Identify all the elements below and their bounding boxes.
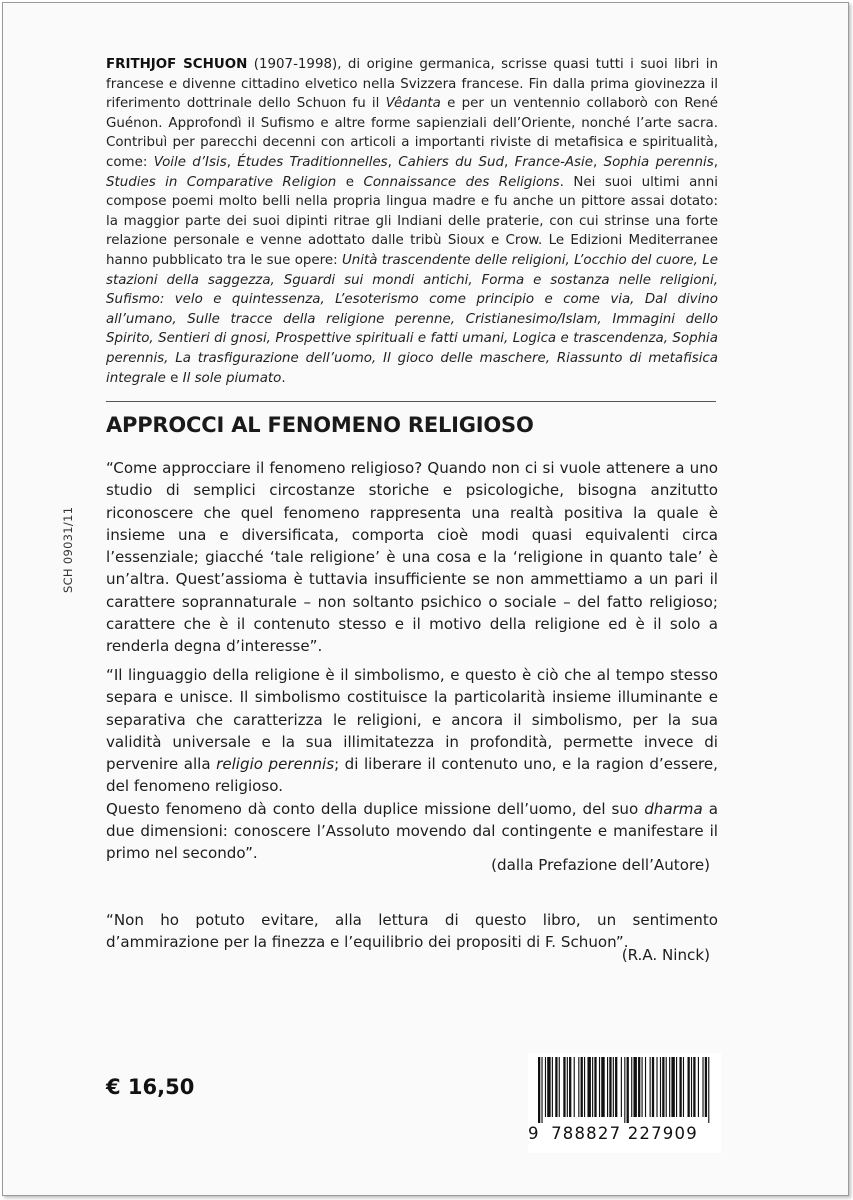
barcode-bar bbox=[578, 1057, 579, 1117]
barcode-bar bbox=[660, 1057, 661, 1117]
divider-rule bbox=[106, 401, 716, 402]
barcode-bar bbox=[645, 1057, 646, 1117]
barcode-bar bbox=[676, 1057, 677, 1117]
barcode-bar bbox=[708, 1057, 709, 1123]
barcode-bar bbox=[652, 1057, 654, 1117]
barcode-bar bbox=[650, 1057, 651, 1117]
barcode-bar bbox=[599, 1057, 600, 1117]
barcode-bar bbox=[705, 1057, 707, 1117]
barcode-bar bbox=[691, 1057, 692, 1117]
attribution-ninck: (R.A. Ninck) bbox=[621, 946, 710, 964]
barcode-bar bbox=[627, 1057, 629, 1123]
barcode-bar bbox=[662, 1057, 664, 1117]
barcode-bar bbox=[688, 1057, 690, 1117]
barcode-bars bbox=[536, 1057, 714, 1123]
barcode-bar bbox=[669, 1057, 670, 1117]
isbn-lead-digit: 9 bbox=[528, 1124, 539, 1143]
works-list: Unità trascendente delle religioni, L’occhio del cuore, Le stazioni della saggezza, Sguardi sui mondi antichi, Forma e sostanza nelle religioni, Sufismo: velo e quintessenza, L’esoterismo come principio e come via, Dal divino all’umano, Sulle tracce della religione perenne, Cristianesimo/Islam, Immagini dello Spirito, Sentieri di gnosi, Prospettive spirituali e fatti umani, Logica e trascendenza, Sophia perennis, La trasfigurazione dell’uomo, Il gioco delle maschere, Riassunto di metafisica integrale bbox=[106, 252, 718, 386]
barcode-bar bbox=[559, 1057, 560, 1117]
barcode-bar bbox=[547, 1057, 550, 1117]
barcode-bar bbox=[584, 1057, 585, 1117]
barcode-bar bbox=[538, 1057, 540, 1123]
barcode-bar bbox=[613, 1057, 614, 1117]
barcode-bar bbox=[615, 1057, 617, 1117]
barcode-bar bbox=[574, 1057, 575, 1117]
barcode-bar bbox=[656, 1057, 657, 1117]
barcode-bar bbox=[624, 1057, 625, 1123]
barcode-bar bbox=[671, 1057, 674, 1117]
barcode-bar bbox=[592, 1057, 593, 1117]
barcode-bar bbox=[621, 1057, 622, 1117]
barcode-bar bbox=[555, 1057, 557, 1117]
barcode-bar bbox=[581, 1057, 583, 1117]
barcode-bar bbox=[633, 1057, 636, 1117]
attribution-preface: (dalla Prefazione dell’Autore) bbox=[491, 856, 710, 874]
barcode-bar bbox=[601, 1057, 604, 1117]
isbn-digits: 788827 227909 bbox=[551, 1124, 698, 1143]
barcode-bar bbox=[594, 1057, 596, 1117]
barcode-bar bbox=[698, 1057, 699, 1117]
book-back-cover bbox=[2, 2, 849, 1196]
barcode-bar bbox=[563, 1057, 565, 1117]
barcode-bar bbox=[666, 1057, 667, 1117]
barcode-bar bbox=[587, 1057, 590, 1117]
section-title: APPROCCI AL FENOMENO RELIGIOSO bbox=[106, 413, 534, 437]
barcode-bar bbox=[638, 1057, 640, 1117]
quote-paragraph-3: “Non ho potuto evitare, alla lettura di questo libro, un sentimento d’ammirazione per la finezza e l’equilibrio dei propositi di F. Schuon”. bbox=[106, 911, 718, 952]
barcode-bar bbox=[609, 1057, 611, 1117]
barcode-bar bbox=[679, 1057, 681, 1117]
barcode-bar bbox=[631, 1057, 632, 1117]
price-label: € 16,50 bbox=[106, 1075, 195, 1099]
author-biography: FRITHJOF SCHUON (1907-1998), di origine germanica, scrisse quasi tutti i suoi libri in francese e divenne cittadino elvetico nella Svizzera francese. Fin dalla prima giovinezza il riferimento dottrinale dello Schuon fu il Vêdanta e per un ventennio collaborò con René Guénon. Approfondì il Sufismo e altre forme sapienziali dell’Oriente, nonché l’arte sacra. Contribuì per parecchi decenni con articoli a importanti riviste di metafisica e spiritualità, come: Voile d’Isis, Études Traditionnelles, Cahiers du Sud, France-Asie, Sophia perennis, Studies in Comparative Religion e Connaissance des Religions. Nei suoi ultimi anni compose poemi molto belli nella propria lingua madre e fu anche un pittore assai dotato: la maggior parte dei suoi dipinti ritrae gli Indiani delle praterie, con cui strinse una forte relazione personale e venne adottato dalle tribù Sioux e Crow. Le Edizioni Mediterranee hanno pubblicato tra le sue opere: Unità trascendente delle religioni, L’occhio del cuore, Le stazioni della saggezza, Sguardi sui mondi antichi, Forma e sostanza nelle religioni, Sufismo: velo e quintessenza, L’esoterismo come principio e come via, Dal divino all’umano, Sulle tracce della religione perenne, Cristianesimo/Islam, Immagini dello Spirito, Sentieri di gnosi, Prospettive spirituali e fatti umani, Logica e trascendenza, Sophia perennis, La trasfigurazione dell’uomo, Il gioco delle maschere, Riassunto di metafisica integrale e Il sole piumato. bbox=[106, 57, 719, 386]
catalog-code: SCH 09031/11 bbox=[61, 506, 75, 593]
barcode-bar bbox=[683, 1057, 684, 1117]
isbn-barcode bbox=[528, 1053, 721, 1153]
barcode-bar bbox=[567, 1057, 568, 1117]
author-name: FRITHJOF SCHUON bbox=[106, 57, 248, 72]
barcode-bar bbox=[541, 1057, 542, 1123]
barcode-bar bbox=[702, 1057, 703, 1117]
barcode-bar bbox=[642, 1057, 643, 1117]
quote-paragraph-2: “Il linguaggio della religione è il simbolismo, e questo è ciò che al tempo stesso separa e unisce. Il simbolismo costituisce la particolarità insieme illuminante e separativa che caratterizza le religioni, e ancora il simbolismo, per la sua validità universale e la sua illimitatezza in profondità, permette invece di pervenire alla religio perennis; di liberare il contenuto uno, e la ragion d’essere, del fenomeno religioso. Questo fenomeno dà conto della duplice missione dell’uomo, del suo dharma a due dimensioni: conoscere l’Assoluto movendo dal contingente e manifestare il primo nel secondo”. bbox=[106, 666, 718, 863]
barcode-bar bbox=[569, 1057, 571, 1117]
barcode-bar bbox=[693, 1057, 695, 1117]
barcode-bar bbox=[545, 1057, 546, 1117]
barcode-bar bbox=[607, 1057, 608, 1117]
barcode-bar bbox=[552, 1057, 553, 1117]
quote-paragraph-1: “Come approcciare il fenomeno religioso? Quando non ci si vuole attenere a uno studio di semplici circostanze storiche e psicologiche, bisogna anzitutto riconoscere che quel fenomeno rappresenta una realtà positiva la quale è insieme una e diversificata, comporta cioè modi quasi equivalenti circa l’essenziale; giacché ‘tale religione’ è una cosa e la ‘religione in quanto tale’ è un’altra. Quest’assioma è tuttavia insufficiente se non ammettiamo a un pari il carattere soprannaturale – non soltanto psichico o sociale – del fatto religioso; carattere che è il contenuto stesso e il motivo della religione ed è il solo a renderla degna d’interesse”. bbox=[106, 459, 718, 656]
